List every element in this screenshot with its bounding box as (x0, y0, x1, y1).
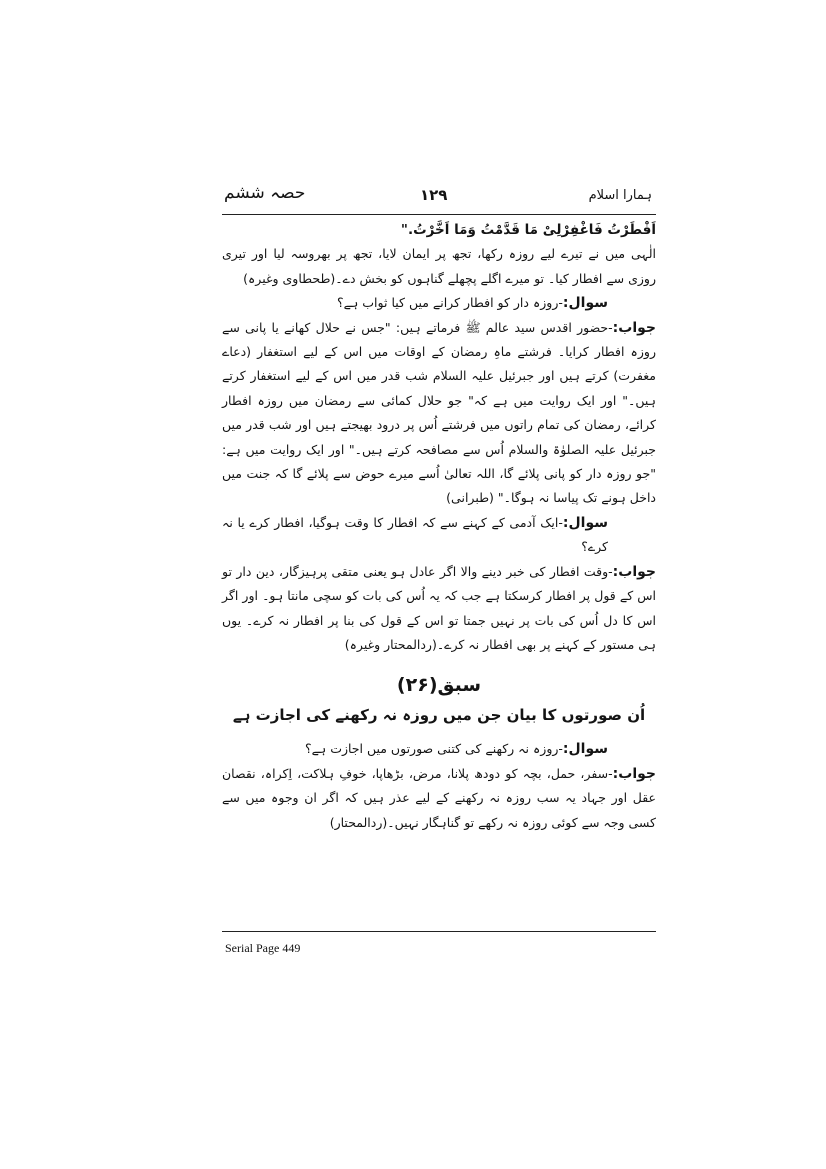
footer-rule (222, 931, 656, 932)
lesson-title: اُن صورتوں کا بیان جن میں روزہ نہ رکھنے کی اجازت ہے (232, 706, 646, 725)
question-3 (222, 737, 656, 761)
question-text: -روزہ دار کو افطار کرانے میں کیا ثواب ہے؟ (337, 295, 563, 311)
answer-2 (222, 560, 656, 658)
book-title: ہمارا اسلام (588, 188, 652, 203)
answer-label: جواب: (612, 319, 656, 336)
question-1 (222, 291, 656, 315)
question-label: سوال: (562, 514, 608, 531)
serial-page: Serial Page 449 (225, 941, 301, 955)
question-label: سوال: (562, 295, 608, 312)
header-rule (222, 214, 656, 215)
page-body (222, 218, 656, 835)
answer-label: جواب: (612, 563, 656, 580)
dua-translation: الٰہی میں نے تیرے لیے روزہ رکھا، تجھ پر ایمان لایا، تجھ پر بھروسہ لیا اور تیری روزی سے افطار کیا۔ تو میرے اگلے پچھلے گناہوں کو بخش دے۔(طحطاوی وغیرہ) (222, 246, 656, 286)
question-label: سوال: (562, 741, 608, 758)
answer-text: -سفر، حمل، بچہ کو دودھ پلانا، مرض، بڑھاپا، خوفِ ہلاکت، اِکراہ، نقصان عقل اور جہاد یہ سب روزہ نہ رکھنے کے لیے عذر ہیں کہ اگر ان وجوہ میں سے کسی وجہ سے کوئی روزہ نہ رکھے تو گناہگار نہیں۔(ردالمحتار) (222, 765, 656, 830)
dua-arabic: اَفْطَرْتُ فَاغْفِرْلِیْ مَا قَدَّمْتُ وَمَا اَخَّرْتُ." (400, 222, 656, 238)
question-2 (222, 511, 656, 560)
answer-1 (222, 316, 656, 511)
answer-text: -حضور اقدس سید عالم ﷺ فرماتے ہیں: "جس نے حلال کھانے یا پانی سے روزہ افطار کرایا۔ فرشتے ماہِ رمضان کے اوقات میں اس کے لیے استغفار (دعاے مغفرت) کرتے ہیں اور جبرئیل علیہ السلام شب قدر میں اس کے لیے استغفار کرتے ہیں۔" اور ایک روایت میں ہے کہ" جو حلال کمائی سے رمضان میں روزہ افطار کرائے، رمضان کی تمام راتوں میں فرشتے اُس پر درود بھیجتے ہیں اور شب قدر میں جبرئیل علیہ الصلوٰۃ والسلام اُس سے مصافحہ کرتے ہیں۔" اور ایک روایت میں ہے: "جو روزہ دار کو پانی پلائے گا، اللہ تعالیٰ اُسے میرے حوض سے پلائے گا کہ جنت میں داخل ہونے تک پیاسا نہ ہوگا۔" (طبرانی) (222, 319, 656, 506)
answer-3 (222, 762, 656, 835)
question-text: -روزہ نہ رکھنے کی کتنی صورتوں میں اجازت ہے؟ (304, 741, 563, 757)
answer-label: جواب: (612, 765, 656, 782)
answer-text: -وقت افطار کی خبر دینے والا اگر عادل ہو یعنی متقی پرہیزگار، دین دار تو اس کے قول پر افطار کرسکتا ہے جب کہ یہ اُس کی بات کو سچی مانتا ہو۔ اور اگر اس کا دل اُس کی بات پر نہیں جمتا تو اس کے قول کی بنا پر افطار نہ کرے۔ یوں ہی مستور کے کہنے پر بھی افطار نہ کرے۔(ردالمحتار وغیرہ) (222, 563, 656, 652)
book-page (222, 180, 656, 960)
page-number: ۱۲۹ (420, 186, 448, 204)
running-header (222, 180, 656, 212)
question-text: -ایک آدمی کے کہنے سے کہ افطار کا وقت ہوگیا، افطار کرے یا نہ کرے؟ (222, 514, 608, 555)
part-label: حصہ ششم (224, 183, 306, 203)
lesson-heading: سبق(۲۶) (396, 674, 482, 697)
